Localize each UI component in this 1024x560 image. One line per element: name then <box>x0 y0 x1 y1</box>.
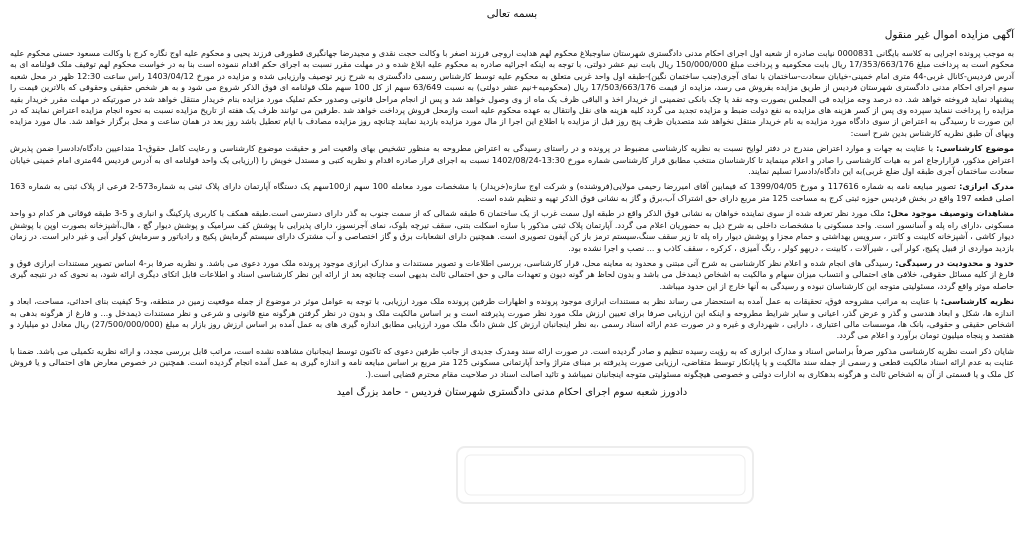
section-limits <box>10 258 1014 292</box>
section-observations <box>10 208 1014 254</box>
section-body: شایان ذکر است نظریه کارشناسی مذکور صرفاً براساس اسناد و مدارک ابرازی که به رؤیت رسیده تنظیم و صادر گردیده است. در صورت ارائه سند ومدرک جدیدی از جانب طرفین دعوی که تاکنون توسط اینجانبان مشاهده نشده است، مراتب قابل بررسی مجدد، و ارائه نظریه تکمیلی می باشد. ضمنا با عنایت به عدم ارائه اسناد مالکیت قطعی و رسمی از جمله سند مالکیت و یا پایانکار توسط متقاضی، ارزیابی صورت پذیرفته بر مبنای متراژ واحد آپارتمانی مسکونی 125 متر مربع بر اساس مبایعه نامه و اندازه گیری به عمل آمده انجام گردیده است. همچنین در خصوص معارض های احتمالی و یا فروش کل ملک و یا قسمتی از آن به اشخاص ثالث و هرگونه بدهکاری به ادارات دولتی و خصوصی هیچگونه مسئولیتی متوجه اینجانبان نمیباشد و تائید اصالت اسناد در صلاحیت مقام محترم قضایی است.(. <box>10 345 1014 379</box>
section-title: مدرک ابرازی: <box>959 181 1014 192</box>
section-subject <box>10 143 1014 177</box>
section-title: مشاهدات وتوصیف موجود محل: <box>887 208 1015 219</box>
intro-paragraph: به موجب پرونده اجرایی به کلاسه بایگانی 0000831 نیابت صادره از شعبه اول اجرای احکام مدنی دادگستری شهرستان ساوجبلاغ محکوم لهم هدایت اروجی فرزند اصغر با وکالت حجت نقدی و مجیدرضا جهانگیری قطورقی فرزند یحیی و محکوم علیه اوج نگاره کرج با وکالت مسعود حسنی محکوم علیه محکوم است به پرداخت مبلغ 17/353/663/176 ریال بابت محکومیه و پرداخت مبلغ 150/000/000 ریال بابت نیم عشر دولتی، با توجه به اینکه اجرائیه صادره به محکوم علیه ابلاغ شده و در مهلت مقرر نسبت به اجرای حکم اقدام ننموده است بنا به در خواست محکوم لهم توقیف ملک قولنامه ای به آدرس فردیس-کانال غربی-44 متری امام خمینی-خیابان سعادت-ساختمان با نمای آجری(جنب ساختمان نگین)-طبقه اول واحد غربی متعلق به محکوم علیه توسط کارشناس رسمی دادگستری به شرح زیر توصیف وارزیابی شده و مزایده در مورخ 1403/04/12 راس ساعت 12:30 ظهر در محل شعبه سوم اجرای احکام مدنی دادگستری شهرستان فردیس از طریق مزایده بفروش می رسد، مزایده از قیمت 17/503/663/176 ریال (محکومیه+نیم عشر دولتی) به نسبت 63/649 سهم از کل 100 سهم ملک قولنامه ای فوق الذکر شروع می شود و به هر شخص حقیقی وحقوقی که بالاترین قیمت را پیشنهاد نماید فروخته خواهد شد. ده درصد وجه مزایده فی المجلس بصورت وجه نقد یا چک بانکی تضمینی از خریدار اخذ و الباقی ظرف یک ماه از وی وصول خواهد شد و پس از انجام مراحل قانونی وصدور حکم تملیک مورد مزایده بنام خریدار منتقل خواهد شد در صورتیکه در مهلت مقرر خریدار بقیه مزایده را پرداخت ننماید سپرده وی پس از کسر هزینه های مزایده به نفع دولت ضبط و مزایده تجدید می گردد کلیه هزینه های نقل وانتقال به عهده محکوم علیه است وازمحل فروش پرداخت خواهد شد .طرفین می توانند ظرف یک هفته از تاریخ مزایده نسبت به نحوه انجام مزایده اعتراض نمایند که در این صورت تا رسیدگی به اعتراض از سوی دادگاه مورد مزایده به نام خریدار منتقل نخواهد شد متصدیان ظرف پنج روز قبل از مزایده با اطلاع این اجرا از مال مورد مزایده بازدید نمایند چنانچه روز مزایده مصادف با ایام تعطیل باشد روز بعد در همان ساعت و محل برگزار خواهد شد. مال مورد مزایده وبهای آن طبق نظریه کارشناس بدین شرح است: <box>10 48 1014 138</box>
section-body: رسیدگی های انجام شده و اعلام نظر کارشناسی به شرح آتی مبتنی و محدود به معاینه محل، قرار کارشناسی، بررسی اطلاعات و تصویر مستندات و مدارک ابرازی موجود پرونده ملک مورد دعوی می باشد. و نظریه صرفا بر-4 اساس تصویر مستندات ابرازی فوق و فارغ از کلیه مسائل حقوقی، خلافی های احتمالی و انتساب میزان سهام و مالکیت به اشخاص ذیمدخل می باشد و بدون لحاظ هر گونه دیون و تعهدات مالی و حق احتمالی ثالث بدیهی است چنانچه بعد از ارائه این نظر کارشناسی اسناد و اطلاعات قابل اتکای دیگری ارائه شود، به نحوی که در نتیجه گیری حاصله موثر واقع گردد، مسئولیتی متوجه این کارشناسان نبوده و رسیدگی به آنها خارج از این حدود میباشد. <box>10 257 1014 291</box>
section-title: حدود و محدودیت در رسیدگی: <box>895 257 1014 268</box>
section-title: موضوع کارشناسی: <box>936 143 1014 154</box>
section-body: با عنایت به مراتب مشروحه فوق، تحقیقات به عمل آمده به استحضار می رساند نظر به مستندات ابرازی موجود پرونده و اظهارات طرفین پرونده ملک مورد ارزیابی، با توجه به عوامل موثر در موضوع از جمله موقعیت زمین در منطقه، و-5 کیفیت بنای احداثی، مساحت، ابعاد و اندازه ها، شکل و ابعاد هندسی و گذر و عرض گذر، اعیانی و سایر شرایط مطروحه و اینکه این ارزیابی صرفا برای تعیین ارزش ملک مورد نظر صورت پذیرفته است و بر اساس مالکیت ملک و بدون در نظر گرفتن هرگونه منع قانونی و شرعی و نظر مستندات ذیمدخل و... و فارغ از هرگونه بدهی به اشخاص حقیقی و حقوقی، بانک ها، موسسات مالی اعتباری ، دارایی ، شهرداری و غیره و در صورت عدم ارائه اسناد رسمی ،به نظر اینجانبان ارزش کل شش دانگ ملک مورد ارزیابی مطابق اندازه گیری های به عمل آمده بر اساس ارزش روز بازار به مبلغ (27/500/000/000) ریال معادل دو میلیارد و هفتصد و پنجاه میلیون تومان برآورد و اعلام می گردد. <box>10 296 1014 341</box>
section-body: تصویر مبایعه نامه به شماره 117616 و مورخ 1399/04/05 که فیمابین آقای امیررضا رحیمی مولایی(فروشنده) و شرکت اوج سازه(خریدار) با مشخصات مورد معامله 100 سهم از100سهم یک دستگاه آپارتمان دارای پلاک ثبتی به شماره573-2 فرعی از پلاک ثبتی به شماره 163 اصلی قطعه 197 واقع در بخش فردیس حوزه ثبتی کرج به مساحت 125 متر مربع دارای حق اشتراک آب،برق و گاز به نشانی فوق الذکر تهیه و تنظیم شده است. <box>10 181 1014 203</box>
section-body: ملک مورد نظر تعرفه شده از سوی نماینده خواهان به نشانی فوق الذکر واقع در طبقه اول سمت غرب از یک ساختمان 6 طبقه شمالی که از سمت جنوب به گذر دارای دسترسی است.طبقه همکف با کاربری پارکینگ و انباری و 5-3 طبقه فوقانی هر کدام دو واحد مسکونی ،دارای راه پله و آسانسور است. واحد مسکونی با مشخصات داخلی به شرح ذیل به حضوریان اعلام می گردد. آپارتمان پلاک ثبتی مذکور با سازه اسکلت بتنی، سقف تیرچه بلوک، نمای آجرنسوز، دارای پذیرایی با پوشش کف سرامیک و پوشش دیوار گچ ، هال،آشپزخانه بصورت اوپن با پوشش دیوار کاشی ، آشپزخانه کابینت و کانتر ، سرویس بهداشتی و حمام مجزا و پوشش دیوار راه پله تا زیر سقف سنگ،سیستم ترمز باز کن آیفون تصویری است. همچنین دارای انشعابات برق و گاز اختصاصی و آب مشترک دارای سیستم گرمایش پکیج و رادیاتور و سرمایش کولر آبی و غیر دایر است. در زمان بازدید مواردی از قبیل پکیج، کولر آبی ، شیرآلات ، کابینت ، دربهو کولر ، رنگ آمیزی ، کرکره ، سقف کاذب و ... نصب و اجرا نشده بود. <box>10 208 1014 253</box>
document-title: آگهی مزایده اموال غیر منقول <box>884 29 1014 41</box>
section-notes <box>10 346 1014 380</box>
section-documents <box>10 181 1014 204</box>
footer-signature: دادورز شعبه سوم اجرای احکام مدنی دادگستری شهرستان فردیس - حامد بزرگ امید <box>336 386 688 398</box>
section-title: نظریه کارشناسی: <box>940 296 1015 307</box>
basmala-heading: بسمه تعالی <box>486 8 538 20</box>
section-expert-opinion <box>10 296 1014 342</box>
section-body: با عنایت به جهات و موارد اعتراض مندرج در دفتر لوایح نسبت به نظریه کارشناسی مضبوط در پرونده و در راستای رسیدگی به اعتراض مطروحه به منظور تشخیص بهای واقعیت امر و حقیقت موضوع کارشناسی و رعایت کامل حقوق-1 متداعیین دادگاه/دادسرا ضمن پذیرش اعتراض مذکور، قرارارجاع امر به هیات کارشناسی را صادر و اعلام مینماید تا کارشناسان منتخب مطابق قرار کارشناسی شماره مورخ 13:30-1402/08/24 نسبت به اجرای قرار صادره اقدام و نظریه کتبی و مستدل خویش را (ارزیابی یک واحد قولنامه ای به آدرس فردیس 44متری امام خمینی خیابان سعادت ساختمان آجری طبقه اول ضلع غربی)به این دادگاه/دادسرا تسلیم نمایند. <box>10 143 1014 177</box>
